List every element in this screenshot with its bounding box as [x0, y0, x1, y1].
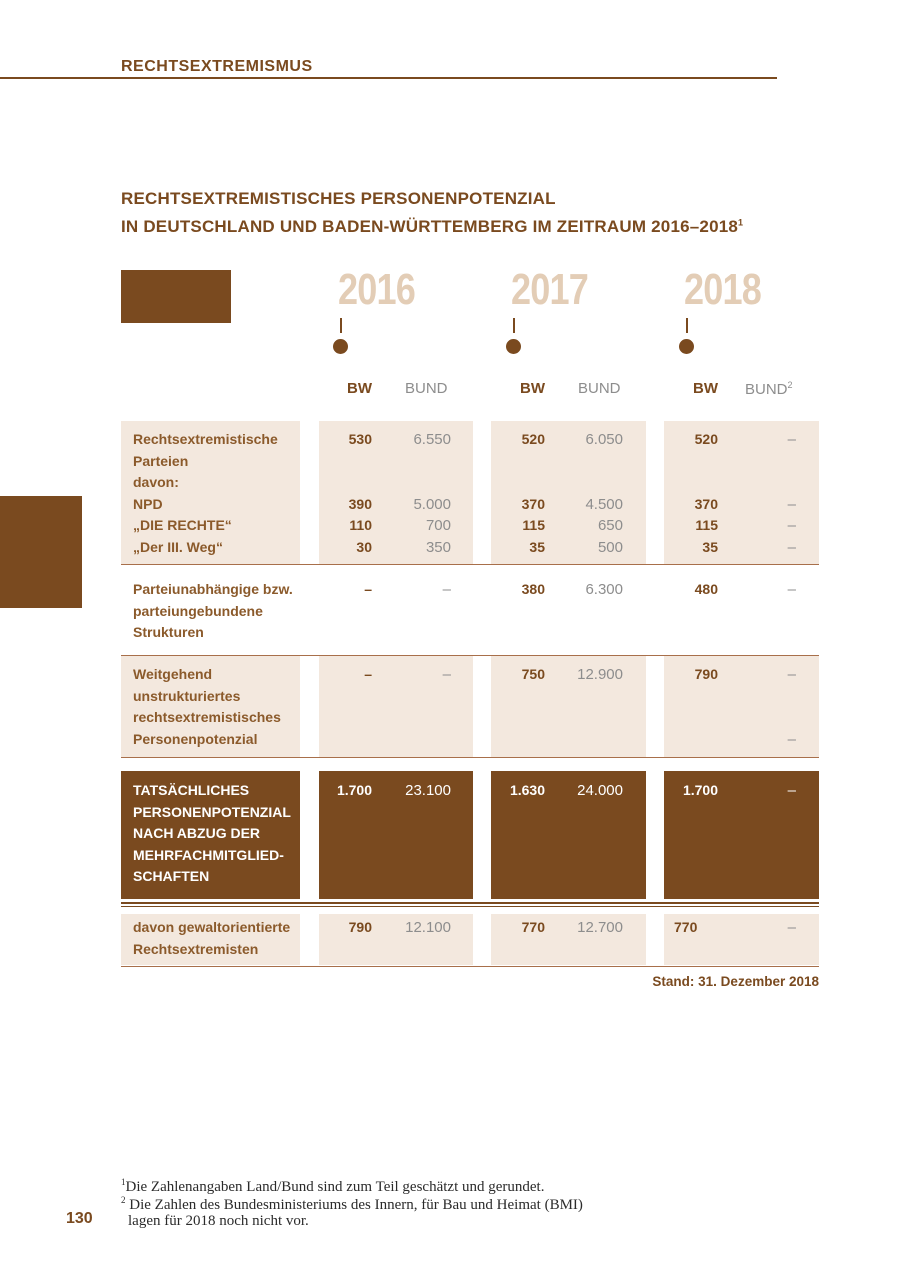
row-unstrukturiert-bund2017: 12.900 — [577, 666, 623, 683]
row-total-bw2016: 1.700 — [336, 782, 372, 798]
row-total-bund2016: 23.100 — [405, 782, 451, 799]
year-2016: 2016 — [338, 265, 415, 314]
colhead-bw-2016: BW — [347, 380, 372, 397]
year-2017: 2017 — [511, 265, 588, 314]
timeline-dot-2016 — [333, 339, 348, 354]
colhead-bund-2017: BUND — [578, 380, 621, 397]
row-divider — [121, 757, 819, 758]
row-unabhaengig-bund2016: – — [442, 581, 451, 598]
row-parteien-bw2016: 530 390 110 30 — [348, 431, 372, 555]
timeline-tick-2016 — [340, 318, 342, 333]
timeline-tick-2018 — [686, 318, 688, 333]
row-total-bund2017: 24.000 — [577, 782, 623, 799]
row-gewalt-bund2018: – — [787, 919, 796, 936]
row-parteien-bund2016: 6.550 5.000 700 350 — [413, 431, 451, 556]
timeline-dot-2017 — [506, 339, 521, 354]
row-divider — [121, 564, 819, 565]
row-parteien-bw2017: 520 370 115 35 — [521, 431, 545, 555]
decorative-brown-block — [121, 270, 231, 323]
footnote-2: $^2$ Die Zahlen des Bundesministeriums des Innern, für Bau und Heimat (BMI) — [121, 1195, 583, 1213]
double-rule-bottom — [121, 906, 819, 907]
timeline-dot-2018 — [679, 339, 694, 354]
header-rule — [0, 77, 777, 79]
row-parteien-bw2018: 520 370 115 35 — [694, 431, 718, 555]
row-unabhaengig-bw2017: 380 — [521, 581, 545, 597]
row-gewalt-bund2016: 12.100 — [405, 919, 451, 936]
colhead-bund-2018: BUND$^2$ — [745, 380, 793, 398]
row-unstrukturiert-bund2016: – — [442, 666, 451, 683]
row-parteien-bund2018: – – – – — [787, 431, 796, 556]
footnote-2-continued: lagen für 2018 noch nicht vor. — [128, 1213, 309, 1229]
row-unabhaengig-bw2016: – — [364, 581, 372, 597]
row-total-bw2017: 1.630 — [509, 782, 545, 798]
colhead-bw-2018: BW — [693, 380, 718, 397]
colhead-bund-2016: BUND — [405, 380, 448, 397]
row-unabhaengig-bw2018: 480 — [694, 581, 718, 597]
chapter-side-tab — [0, 496, 82, 608]
row-unabhaengig-label: Parteiunabhängige bzw. parteiungebundene Strukturen — [133, 581, 293, 640]
row-parteien-bund2017: 6.050 4.500 650 500 — [585, 431, 623, 556]
double-rule-top — [121, 902, 819, 904]
table-title-line1: RECHTSEXTREMISTISCHES PERSONENPOTENZIAL — [121, 189, 556, 208]
timeline-tick-2017 — [513, 318, 515, 333]
row-total-bw2018: 1.700 — [682, 782, 718, 798]
page-number: 130 — [66, 1210, 93, 1227]
row-gewalt-bw2017: 770 — [521, 919, 545, 935]
table-title-line2: IN DEUTSCHLAND UND BADEN-WÜRTTEMBERG IM ZEITRAUM 2016–2018$^1$ — [121, 217, 744, 236]
table-bottom-rule — [121, 966, 819, 967]
year-2018: 2018 — [684, 265, 761, 314]
row-unstrukturiert-label: Weitgehend unstrukturiertes rechtsextremistisches Personenpotenzial — [133, 666, 281, 747]
stand-note: Stand: 31. Dezember 2018 — [652, 974, 819, 989]
row-total-bund2018: – — [787, 782, 796, 799]
colhead-bw-2017: BW — [520, 380, 545, 397]
row-parteien-label: Rechtsextremistische Parteien davon: NPD „DIE RECHTE“ „Der III. Weg“ — [133, 431, 278, 555]
running-header: RECHTSEXTREMISMUS — [121, 58, 313, 75]
row-unstrukturiert-bw2018: 790 — [694, 666, 718, 682]
row-gewalt-label: davon gewaltorientierte Rechtsextremisten — [133, 919, 291, 957]
row-total-label: TATSÄCHLICHES PERSONENPOTENZIAL NACH ABZUG DER MEHRFACHMITGLIED- SCHAFTEN — [133, 782, 291, 884]
row-gewalt-bw2016: 790 — [348, 919, 372, 935]
row-unabhaengig-bund2018: – — [787, 581, 796, 598]
row-unstrukturiert-bund2018: – — [787, 666, 796, 683]
footnote-1: $^1$Die Zahlenangaben Land/Bund sind zum Teil geschätzt und gerundet. — [121, 1177, 545, 1195]
row-unstrukturiert-bw2017: 750 — [521, 666, 545, 682]
row-gewalt-bund2017: 12.700 — [577, 919, 623, 936]
row-unstrukturiert-bw2016: – — [364, 666, 372, 682]
row-unabhaengig-bund2017: 6.300 — [585, 581, 623, 598]
row-unstrukturiert-bund2018-extra: – — [787, 731, 796, 748]
row-gewalt-bw2018: 770 — [674, 919, 698, 935]
